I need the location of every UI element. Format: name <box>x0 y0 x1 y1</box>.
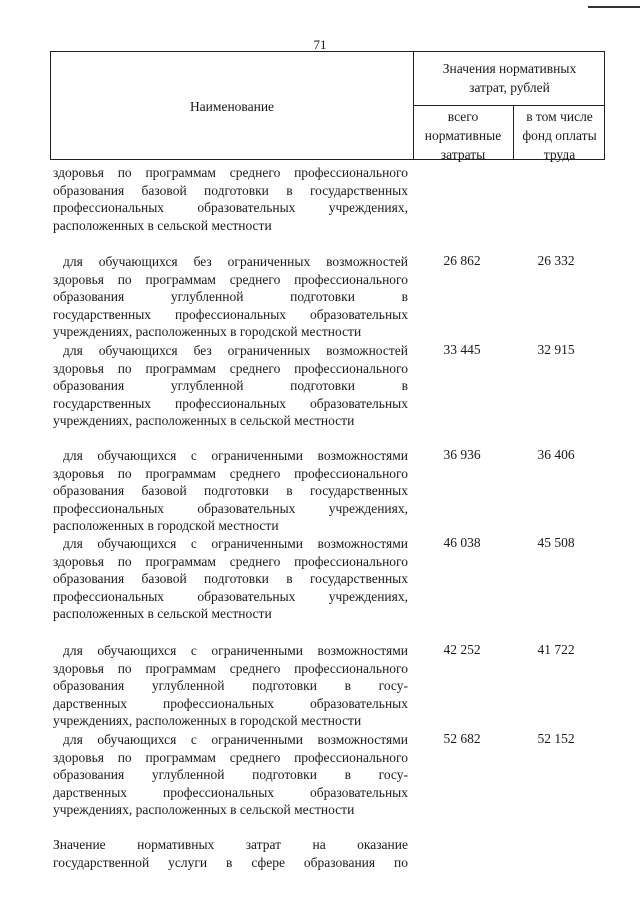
top-rule <box>588 6 640 8</box>
total-value: 33 445 <box>443 342 481 357</box>
table-row: Значение нормативных затрат на оказание государственной услуги в сфере образования по <box>53 837 408 870</box>
name-column-header: Наименование <box>189 99 275 114</box>
table-row: для обучающихся с ограниченными возможностями здоровья по программам среднего профессионального образования базовой подготовки в государственных профессиональных образовательных учреждениях, расположенных в городской местности <box>53 448 408 533</box>
wage-value: 41 722 <box>537 642 575 657</box>
header-divider <box>413 105 604 106</box>
total-value: 52 682 <box>443 731 481 746</box>
wage-value: 26 332 <box>537 253 575 268</box>
page-number: 71 <box>313 37 327 52</box>
total-value: 26 862 <box>443 253 481 268</box>
table-row: для обучающихся с ограниченными возможностями здоровья по программам среднего профессионального образования базовой подготовки в государственных профессиональных образовательных учреждениях, расположенных в сельской местности <box>53 536 408 621</box>
total-value: 46 038 <box>443 535 481 550</box>
table-header <box>50 51 605 160</box>
wage-value: 32 915 <box>537 342 575 357</box>
table-row: для обучающихся без ограниченных возможностей здоровья по программам среднего профессионального образования углубленной подготовки в государственных профессиональных образовательных учреждениях, расположенных в городской местности <box>53 254 408 339</box>
wage-value: 45 508 <box>537 535 575 550</box>
total-value: 42 252 <box>443 642 481 657</box>
wage-column-header: в том числе фонд оплаты труда <box>522 109 597 162</box>
total-value: 36 936 <box>443 447 481 462</box>
total-column-header: всего нормативные затраты <box>424 109 502 162</box>
wage-value: 52 152 <box>537 731 575 746</box>
table-row: для обучающихся без ограниченных возможностей здоровья по программам среднего профессионального образования углубленной подготовки в государственных профессиональных образовательных учреждениях, расположенных в сельской местности <box>53 343 408 428</box>
table-row: для обучающихся с ограниченными возможностями здоровья по программам среднего профессионального образования углубленной подготовки в госу- дарственных профессиональных образовательных учреждениях, расположенных в сельской местности <box>53 732 408 817</box>
table-row: для обучающихся с ограниченными возможностями здоровья по программам среднего профессионального образования углубленной подготовки в госу- дарственных профессиональных образовательных учреждениях, расположенных в городской местности <box>53 643 408 728</box>
table-row: здоровья по программам среднего профессионального образования базовой подготовки в государственных профессиональных образовательных учреждениях, расположенных в сельской местности <box>53 165 408 233</box>
values-group-header: Значения нормативных затрат, рублей <box>442 61 577 95</box>
wage-value: 36 406 <box>537 447 575 462</box>
